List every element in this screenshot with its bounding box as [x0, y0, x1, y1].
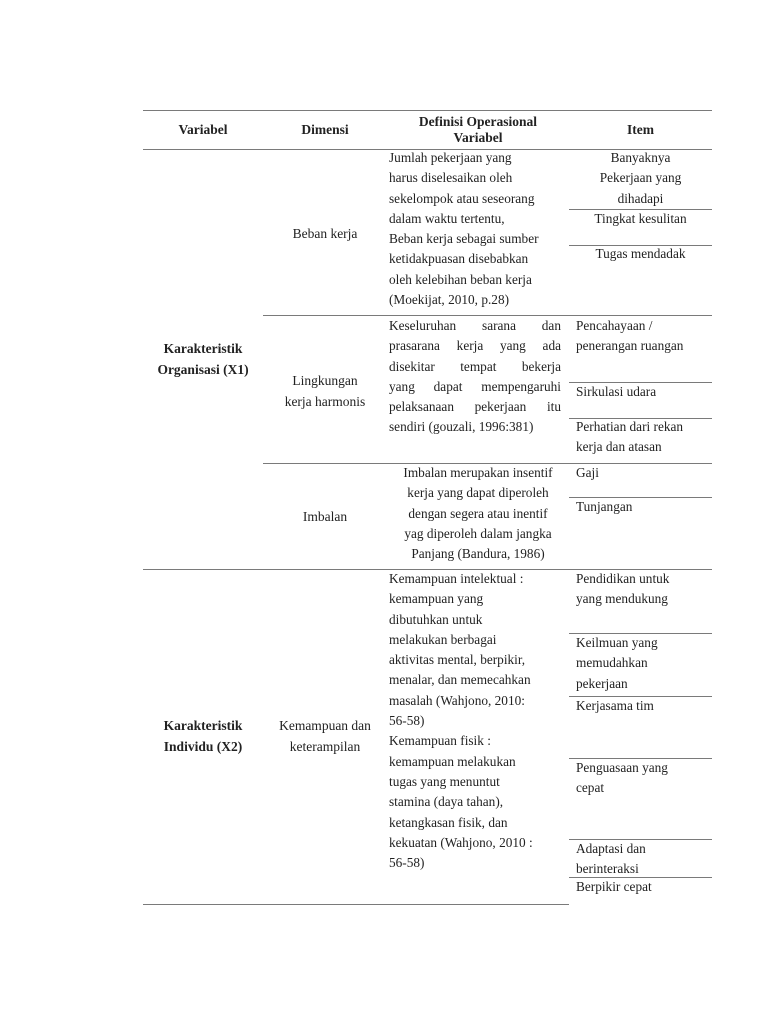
variable-cell-x2: Karakteristik Individu (X2) [163, 718, 243, 754]
dimension-cell: Lingkungan kerja harmonis [284, 373, 366, 409]
header-dimensi: Dimensi [301, 121, 349, 137]
item-cell: Berpikir cepat [576, 879, 652, 894]
item-cell: Sirkulasi udara [576, 384, 657, 399]
item-cell: Perhatian dari rekan kerja dan atasan [576, 419, 684, 455]
dimension-cell: Kemampuan dan keterampilan [279, 718, 371, 754]
item-cell: Pencahayaan / penerangan ruangan [576, 318, 684, 354]
item-cell: Tunjangan [576, 499, 633, 514]
item-cell: Pendidikan untuk yang mendukung [576, 571, 670, 607]
item-cell: Kerjasama tim [576, 698, 654, 713]
dimension-cell: Beban kerja [292, 226, 358, 241]
header-item: Item [627, 121, 654, 137]
item-cell: Tugas mendadak [595, 246, 686, 261]
item-cell: Tingkat kesulitan [594, 211, 687, 226]
item-cell: Banyaknya Pekerjaan yang dihadapi [599, 150, 682, 206]
item-cell: Keilmuan yang memudahkan pekerjaan [576, 635, 658, 691]
variable-cell-x1: Karakteristik Organisasi (X1) [157, 341, 249, 377]
definition-cell: Keseluruhan sarana dan prasarana kerja yang ada disekitar tempat bekerja yang dapat mempengaruhi pelaksanaan pekerjaan itu sendiri (gouzali, 1996:381) [389, 318, 561, 435]
dimension-cell: Imbalan [302, 509, 348, 524]
header-variabel: Variabel [178, 121, 228, 137]
definition-cell: Kemampuan intelektual : kemampuan yang dibutuhkan untuk melakukan berbagai aktivitas mental, berpikir, menalar, dan memecahkan masalah (Wahjono, 2010: 56-58) Kemampuan fisik : kemampuan melakukan tugas yang menuntut stamina (daya tahan), ketangkasan fisik, dan kekuatan (Wahjono, 2010 : 56-58) [389, 571, 533, 871]
item-cell: Penguasaan yang cepat [576, 760, 668, 796]
item-cell: Gaji [576, 465, 599, 480]
operational-variable-table [143, 110, 712, 905]
item-cell: Adaptasi dan berinteraksi [576, 841, 646, 877]
definition-cell: Jumlah pekerjaan yang harus diselesaikan oleh sekelompok atau seseorang dalam waktu tertentu, Beban kerja sebagai sumber ketidakpuasan disebabkan oleh kelebihan beban kerja (Moekijat, 2010, p.28) [389, 150, 539, 308]
definition-cell: Imbalan merupakan insentif kerja yang dapat diperoleh dengan segera atau inentif yag diperoleh dalam jangka Panjang (Bandura, 1986) [403, 465, 553, 562]
rule-table-bottom [143, 904, 569, 905]
header-definisi: Definisi Operasional Variabel [418, 114, 538, 145]
